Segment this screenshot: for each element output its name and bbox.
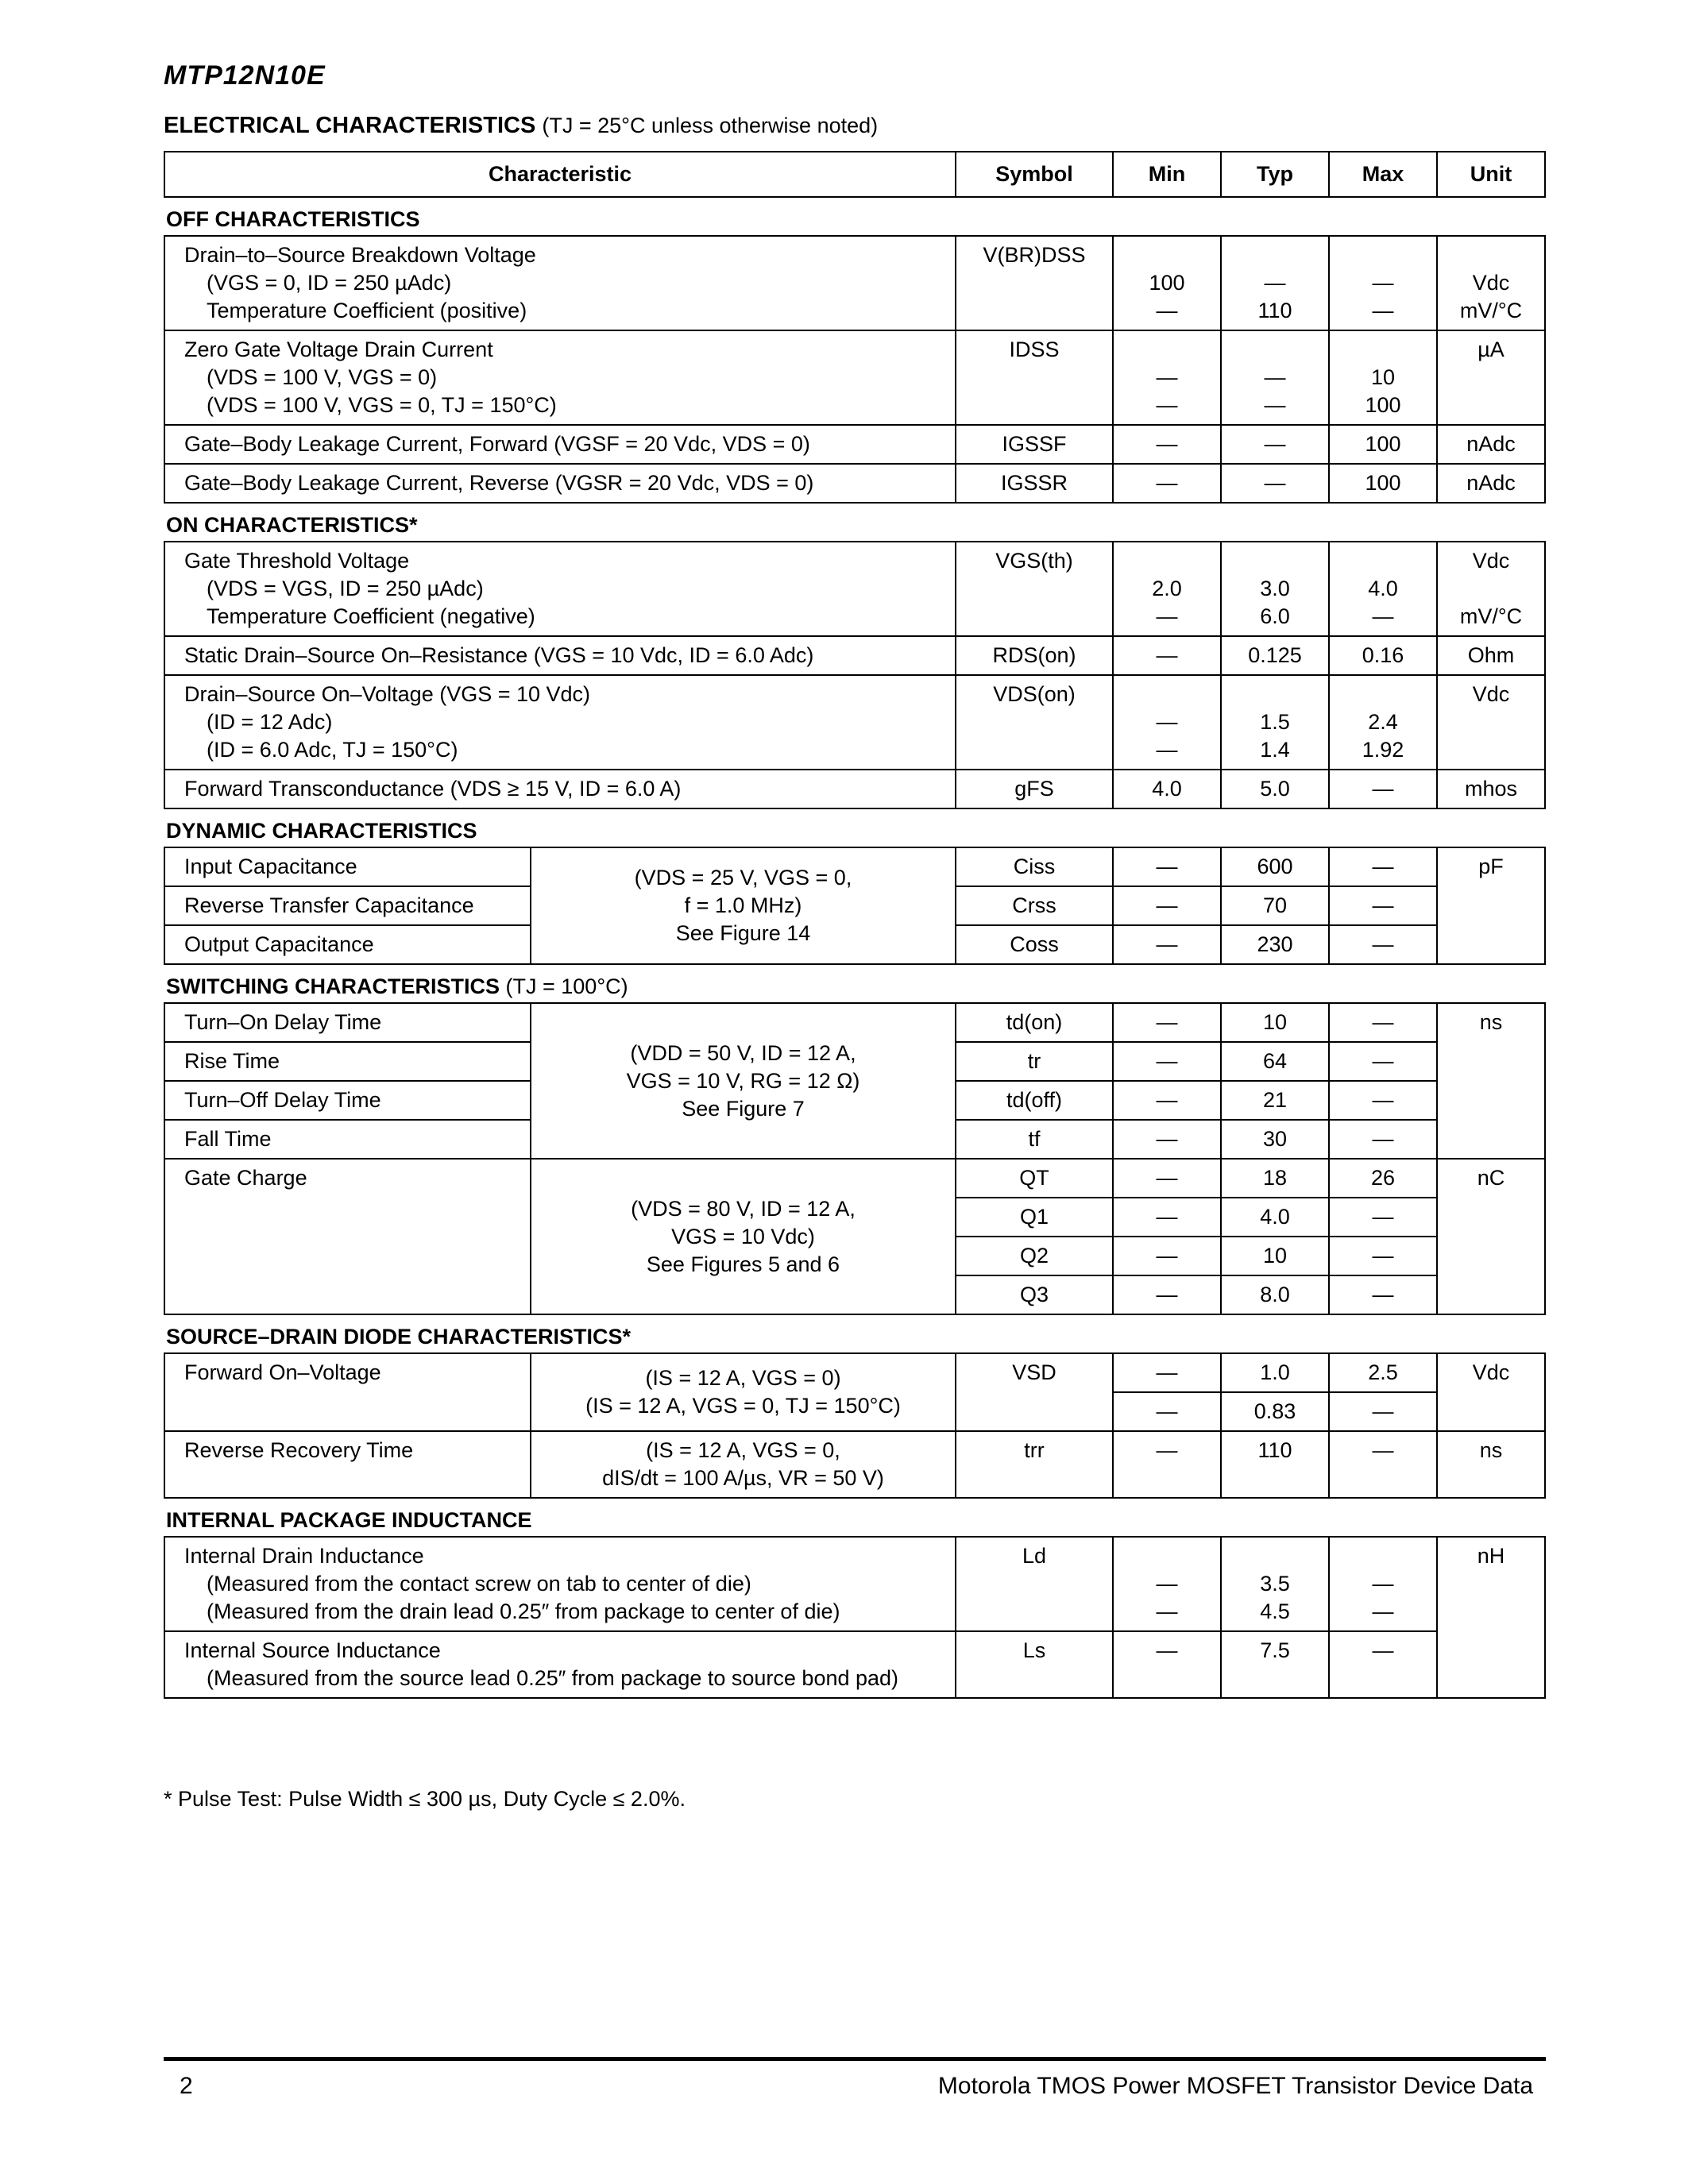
max-cell: 100 xyxy=(1329,464,1437,503)
min-cell: — xyxy=(1113,425,1221,464)
min-cell: — xyxy=(1113,1003,1221,1042)
symbol-cell: Ld xyxy=(956,1537,1113,1631)
table-row xyxy=(164,542,1545,636)
min-cell: — xyxy=(1113,1431,1221,1498)
unit-cell: Vdc xyxy=(1437,675,1545,770)
char-cell: Zero Gate Voltage Drain Current (VDS = 100 V, VGS = 0) (VDS = 100 V, VGS = 0, TJ = 150°C) xyxy=(164,330,956,425)
unit-cell: ns xyxy=(1437,1003,1545,1159)
max-cell: — xyxy=(1329,925,1437,964)
col-header-typ: Typ xyxy=(1221,152,1329,197)
symbol-cell: tr xyxy=(956,1042,1113,1081)
min-cell: 2.0 — xyxy=(1113,542,1221,636)
typ-cell: 110 xyxy=(1221,1431,1329,1498)
min-cell: — xyxy=(1113,1275,1221,1314)
condition-cell: (VDD = 50 V, ID = 12 A, VGS = 10 V, RG = 12 Ω) See Figure 7 xyxy=(531,1003,956,1159)
min-cell: — xyxy=(1113,1159,1221,1198)
section-title-text: ELECTRICAL CHARACTERISTICS xyxy=(164,113,536,138)
max-cell: 0.16 xyxy=(1329,636,1437,675)
unit-cell: Vdc xyxy=(1437,1353,1545,1431)
char-cell: Drain–Source On–Voltage (VGS = 10 Vdc) (ID = 12 Adc) (ID = 6.0 Adc, TJ = 150°C) xyxy=(164,675,956,770)
min-cell: — xyxy=(1113,1631,1221,1698)
max-cell: — — xyxy=(1329,236,1437,330)
max-cell: — xyxy=(1329,770,1437,808)
typ-cell: 0.83 xyxy=(1221,1392,1329,1431)
symbol-cell: Q3 xyxy=(956,1275,1113,1314)
symbol-cell: trr xyxy=(956,1431,1113,1498)
col-header-unit: Unit xyxy=(1437,152,1545,197)
col-header-characteristic: Characteristic xyxy=(164,152,956,197)
table-row xyxy=(164,1353,1545,1392)
char-cell: Gate Threshold Voltage (VDS = VGS, ID = 250 µAdc) Temperature Coefficient (negative) xyxy=(164,542,956,636)
typ-cell: 64 xyxy=(1221,1042,1329,1081)
table-row xyxy=(164,425,1545,464)
max-cell: 2.5 xyxy=(1329,1353,1437,1392)
max-cell: — xyxy=(1329,1003,1437,1042)
min-cell: — xyxy=(1113,1237,1221,1275)
symbol-cell: VDS(on) xyxy=(956,675,1113,770)
symbol-cell: Ciss xyxy=(956,847,1113,886)
unit-cell: Ohm xyxy=(1437,636,1545,675)
table-row xyxy=(164,847,1545,886)
unit-cell: nH xyxy=(1437,1537,1545,1698)
max-cell: — — xyxy=(1329,1537,1437,1631)
char-cell: Output Capacitance xyxy=(164,925,531,964)
char-cell: Input Capacitance xyxy=(164,847,531,886)
min-cell: — xyxy=(1113,1353,1221,1392)
section-diode: SOURCE–DRAIN DIODE CHARACTERISTICS* xyxy=(164,1314,1545,1353)
symbol-cell: IGSSR xyxy=(956,464,1113,503)
min-cell: — — xyxy=(1113,675,1221,770)
typ-cell: 5.0 xyxy=(1221,770,1329,808)
typ-cell: 1.5 1.4 xyxy=(1221,675,1329,770)
char-cell: Gate–Body Leakage Current, Reverse (VGSR = 20 Vdc, VDS = 0) xyxy=(164,464,956,503)
max-cell: — xyxy=(1329,1431,1437,1498)
char-cell: Drain–to–Source Breakdown Voltage (VGS = 0, ID = 250 µAdc) Temperature Coefficient (positive) xyxy=(164,236,956,330)
symbol-cell: IGSSF xyxy=(956,425,1113,464)
typ-cell: 4.0 xyxy=(1221,1198,1329,1237)
symbol-cell: tf xyxy=(956,1120,1113,1159)
max-cell: 4.0 — xyxy=(1329,542,1437,636)
unit-cell: µA xyxy=(1437,330,1545,425)
symbol-cell: gFS xyxy=(956,770,1113,808)
unit-cell: nAdc xyxy=(1437,464,1545,503)
typ-cell: — xyxy=(1221,464,1329,503)
max-cell: — xyxy=(1329,1120,1437,1159)
symbol-cell: IDSS xyxy=(956,330,1113,425)
table-row xyxy=(164,1431,1545,1498)
char-cell: Static Drain–Source On–Resistance (VGS = 10 Vdc, ID = 6.0 Adc) xyxy=(164,636,956,675)
max-cell: — xyxy=(1329,1392,1437,1431)
char-cell: Forward Transconductance (VDS ≥ 15 V, ID = 6.0 A) xyxy=(164,770,956,808)
char-cell: Reverse Transfer Capacitance xyxy=(164,886,531,925)
table-header-row xyxy=(164,152,1545,197)
unit-cell: mhos xyxy=(1437,770,1545,808)
typ-cell: — xyxy=(1221,425,1329,464)
max-cell: — xyxy=(1329,1631,1437,1698)
symbol-cell: VSD xyxy=(956,1353,1113,1431)
symbol-cell: Q2 xyxy=(956,1237,1113,1275)
section-switching: SWITCHING CHARACTERISTICS (TJ = 100°C) xyxy=(164,964,1545,1003)
min-cell: — xyxy=(1113,925,1221,964)
typ-cell: 230 xyxy=(1221,925,1329,964)
min-cell: — xyxy=(1113,1042,1221,1081)
max-cell: — xyxy=(1329,1237,1437,1275)
unit-cell: ns xyxy=(1437,1431,1545,1498)
char-cell: Reverse Recovery Time xyxy=(164,1431,531,1498)
table-row xyxy=(164,1631,1545,1698)
condition-cell: (VDS = 25 V, VGS = 0, f = 1.0 MHz) See Figure 14 xyxy=(531,847,956,964)
unit-cell: Vdc mV/°C xyxy=(1437,236,1545,330)
min-cell: — xyxy=(1113,636,1221,675)
char-cell: Turn–On Delay Time xyxy=(164,1003,531,1042)
char-cell: Internal Drain Inductance (Measured from the contact screw on tab to center of die) (Measured from the drain lead 0.25″ from package to center of die) xyxy=(164,1537,956,1631)
char-cell: Gate Charge xyxy=(164,1159,531,1314)
symbol-cell: Ls xyxy=(956,1631,1113,1698)
max-cell: — xyxy=(1329,1198,1437,1237)
part-number: MTP12N10E xyxy=(164,60,326,91)
unit-cell: pF xyxy=(1437,847,1545,964)
section-title-condition: (TJ = 25°C unless otherwise noted) xyxy=(542,114,879,137)
typ-cell: 10 xyxy=(1221,1237,1329,1275)
max-cell: 100 xyxy=(1329,425,1437,464)
section-on: ON CHARACTERISTICS* xyxy=(164,503,1545,542)
condition-cell: (VDS = 80 V, ID = 12 A, VGS = 10 Vdc) See Figures 5 and 6 xyxy=(531,1159,956,1314)
typ-cell: 18 xyxy=(1221,1159,1329,1198)
typ-cell: 3.5 4.5 xyxy=(1221,1537,1329,1631)
table-row xyxy=(164,1537,1545,1631)
char-cell: Forward On–Voltage xyxy=(164,1353,531,1431)
min-cell: — xyxy=(1113,1081,1221,1120)
min-cell: 4.0 xyxy=(1113,770,1221,808)
min-cell: — xyxy=(1113,464,1221,503)
typ-cell: 70 xyxy=(1221,886,1329,925)
max-cell: — xyxy=(1329,886,1437,925)
min-cell: — — xyxy=(1113,1537,1221,1631)
typ-cell: 1.0 xyxy=(1221,1353,1329,1392)
typ-cell: 8.0 xyxy=(1221,1275,1329,1314)
table-row xyxy=(164,330,1545,425)
max-cell: 2.4 1.92 xyxy=(1329,675,1437,770)
char-cell: Fall Time xyxy=(164,1120,531,1159)
table-row xyxy=(164,636,1545,675)
typ-cell: 10 xyxy=(1221,1003,1329,1042)
col-header-min: Min xyxy=(1113,152,1221,197)
typ-cell: — 110 xyxy=(1221,236,1329,330)
unit-cell: nC xyxy=(1437,1159,1545,1314)
min-cell: — xyxy=(1113,1392,1221,1431)
max-cell: — xyxy=(1329,1275,1437,1314)
symbol-cell: Q1 xyxy=(956,1198,1113,1237)
symbol-cell: td(on) xyxy=(956,1003,1113,1042)
table-row xyxy=(164,1003,1545,1042)
typ-cell: 30 xyxy=(1221,1120,1329,1159)
char-cell: Rise Time xyxy=(164,1042,531,1081)
symbol-cell: VGS(th) xyxy=(956,542,1113,636)
section-inductance: INTERNAL PACKAGE INDUCTANCE xyxy=(164,1498,1545,1537)
symbol-cell: V(BR)DSS xyxy=(956,236,1113,330)
max-cell: — xyxy=(1329,1042,1437,1081)
footer-title: Motorola TMOS Power MOSFET Transistor Device Data xyxy=(937,2073,1533,2099)
min-cell: — xyxy=(1113,1198,1221,1237)
typ-cell: 3.0 6.0 xyxy=(1221,542,1329,636)
table-row xyxy=(164,1159,1545,1198)
max-cell: — xyxy=(1329,1081,1437,1120)
symbol-cell: Crss xyxy=(956,886,1113,925)
pulse-test-footnote: * Pulse Test: Pulse Width ≤ 300 µs, Duty Cycle ≤ 2.0%. xyxy=(164,1787,686,1811)
typ-cell: 0.125 xyxy=(1221,636,1329,675)
page-number: 2 xyxy=(180,2073,193,2099)
min-cell: — xyxy=(1113,1120,1221,1159)
section-title xyxy=(164,113,878,139)
max-cell: 26 xyxy=(1329,1159,1437,1198)
table-row xyxy=(164,236,1545,330)
section-off: OFF CHARACTERISTICS xyxy=(164,197,1545,236)
unit-cell: Vdc mV/°C xyxy=(1437,542,1545,636)
typ-cell: — — xyxy=(1221,330,1329,425)
min-cell: 100 — xyxy=(1113,236,1221,330)
symbol-cell: td(off) xyxy=(956,1081,1113,1120)
col-header-max: Max xyxy=(1329,152,1437,197)
max-cell: 10 100 xyxy=(1329,330,1437,425)
col-header-symbol: Symbol xyxy=(956,152,1113,197)
unit-cell: nAdc xyxy=(1437,425,1545,464)
typ-cell: 7.5 xyxy=(1221,1631,1329,1698)
table-row xyxy=(164,464,1545,503)
typ-cell: 600 xyxy=(1221,847,1329,886)
typ-cell: 21 xyxy=(1221,1081,1329,1120)
condition-cell: (IS = 12 A, VGS = 0) (IS = 12 A, VGS = 0, TJ = 150°C) xyxy=(531,1353,956,1431)
symbol-cell: RDS(on) xyxy=(956,636,1113,675)
char-cell: Internal Source Inductance (Measured from the source lead 0.25″ from package to source bond pad) xyxy=(164,1631,956,1698)
min-cell: — — xyxy=(1113,330,1221,425)
electrical-characteristics-table xyxy=(164,151,1546,1699)
table-row xyxy=(164,675,1545,770)
min-cell: — xyxy=(1113,886,1221,925)
char-cell: Gate–Body Leakage Current, Forward (VGSF = 20 Vdc, VDS = 0) xyxy=(164,425,956,464)
table-row xyxy=(164,770,1545,808)
max-cell: — xyxy=(1329,847,1437,886)
min-cell: — xyxy=(1113,847,1221,886)
section-dynamic: DYNAMIC CHARACTERISTICS xyxy=(164,808,1545,847)
footer-divider xyxy=(164,2057,1546,2061)
symbol-cell: Coss xyxy=(956,925,1113,964)
char-cell: Turn–Off Delay Time xyxy=(164,1081,531,1120)
condition-cell: (IS = 12 A, VGS = 0, dIS/dt = 100 A/µs, VR = 50 V) xyxy=(531,1431,956,1498)
symbol-cell: QT xyxy=(956,1159,1113,1198)
